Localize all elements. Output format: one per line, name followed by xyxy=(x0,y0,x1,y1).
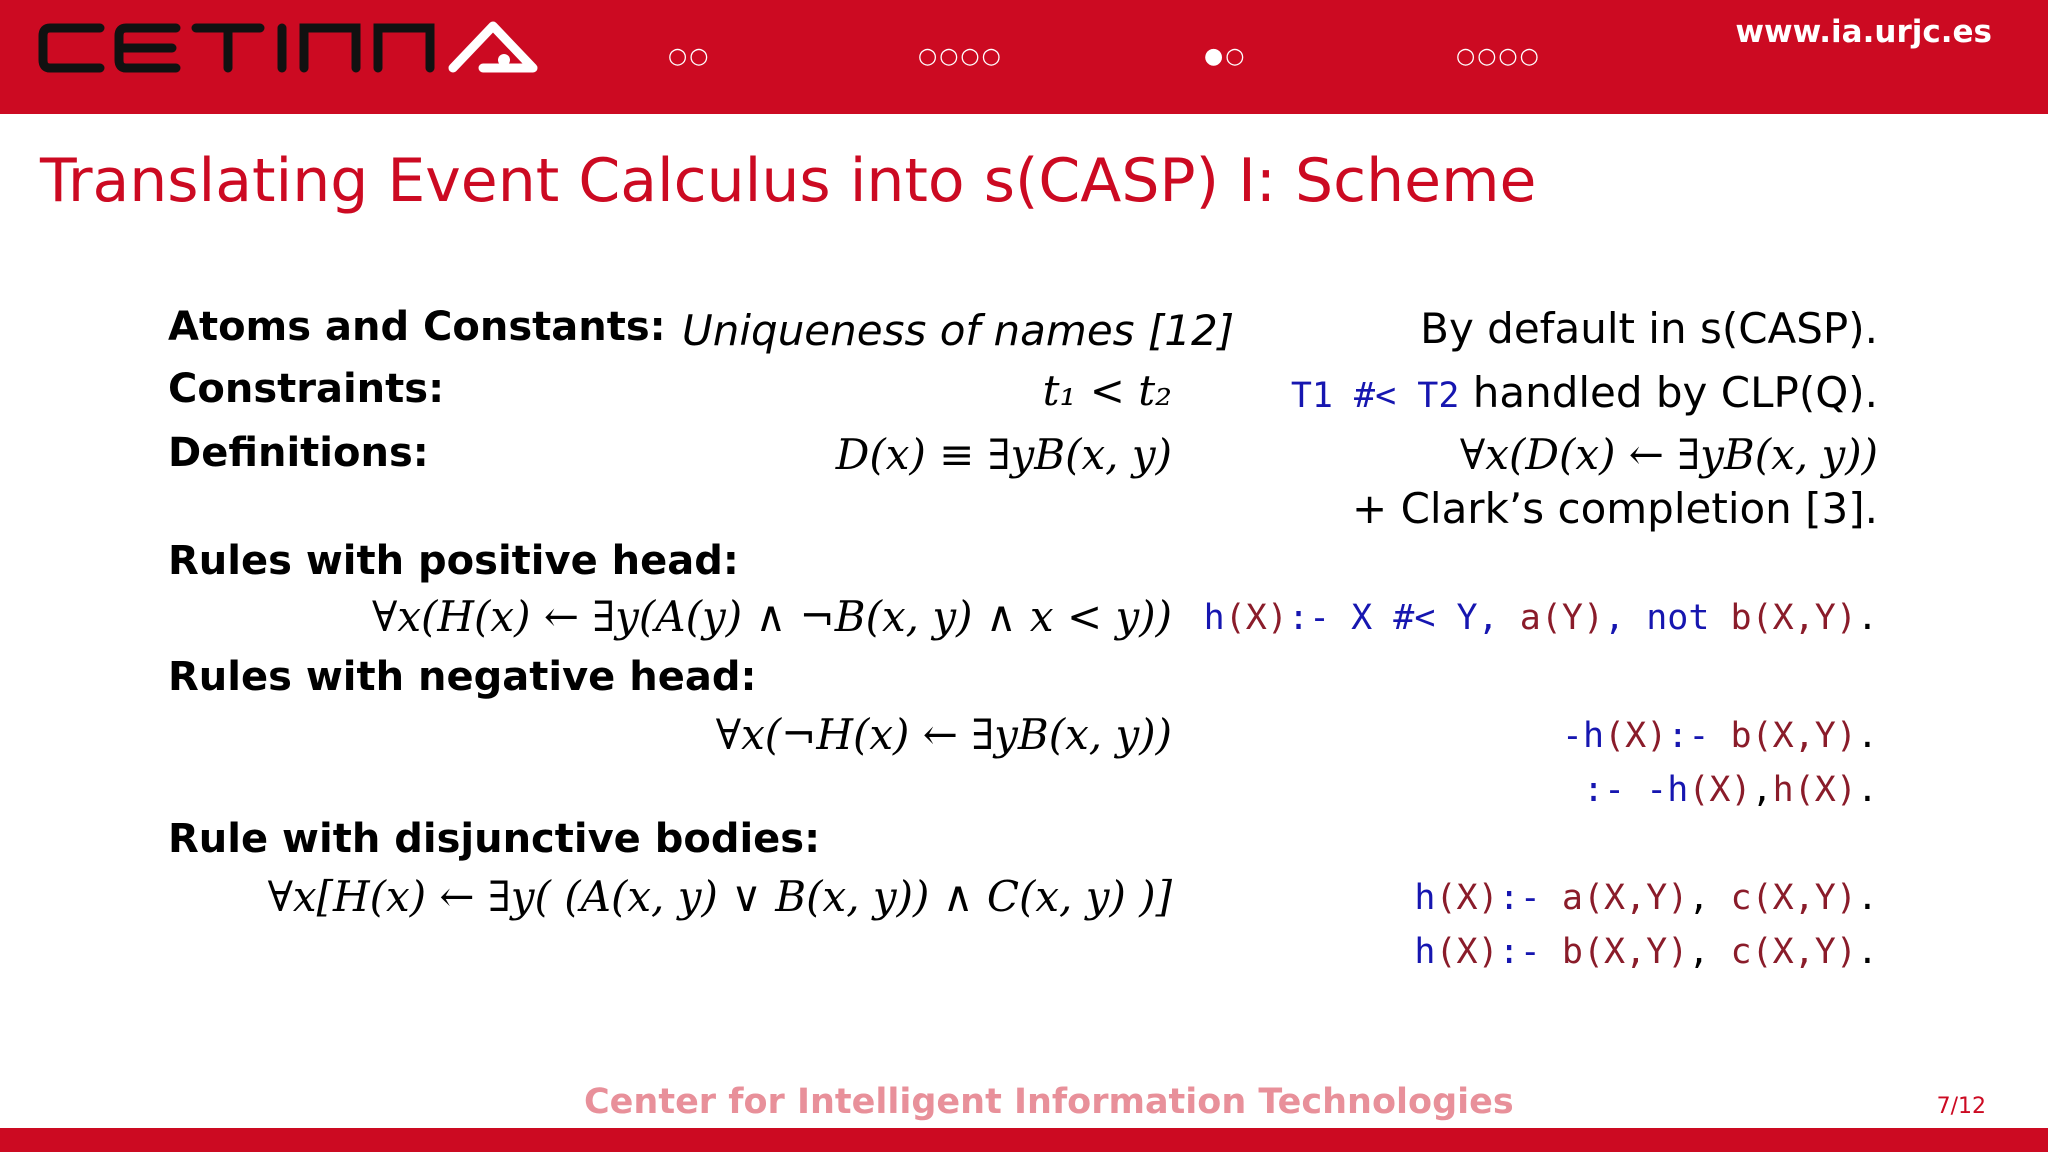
header-url: www.ia.urjc.es xyxy=(1735,14,1992,50)
positive-head-code: h(X):- X #< Y, a(Y), not b(X,Y). xyxy=(1203,598,1878,638)
negative-head-code-2: :- -h(X),h(X). xyxy=(1582,770,1878,810)
constraints-text: handled by CLP(Q). xyxy=(1459,368,1878,417)
definitions-math: D(x) ≡ ∃yB(x, y) xyxy=(835,430,1172,479)
negative-head-math: ∀x(¬H(x) ← ∃yB(x, y)) xyxy=(715,710,1172,759)
nav-section-4[interactable]: ○○○○ xyxy=(1456,44,1541,69)
page-number: 7/12 xyxy=(1936,1094,1986,1119)
atoms-math: Uniqueness of names [12] xyxy=(682,306,1235,355)
constraints-code: T1 #< T2 xyxy=(1290,376,1460,416)
disjunctive-math: ∀x[H(x) ← ∃y( (A(x, y) ∨ B(x, y)) ∧ C(x, y) )] xyxy=(267,872,1172,921)
nav-section-3[interactable]: ●○ xyxy=(1204,44,1247,69)
atoms-label: Atoms and Constants: xyxy=(168,304,666,350)
footer-bar xyxy=(0,1128,2048,1152)
definitions-completion: + Clark’s completion [3]. xyxy=(1352,484,1878,533)
header-bar xyxy=(0,0,2048,114)
constraints-label: Constraints: xyxy=(168,366,445,412)
positive-head-label: Rules with positive head: xyxy=(168,538,739,584)
nav-section-1[interactable]: ○○ xyxy=(668,44,711,69)
definitions-formula: ∀x(D(x) ← ∃yB(x, y)) xyxy=(1459,430,1878,479)
slide-title: Translating Event Calculus into s(CASP) I: Scheme xyxy=(40,146,1537,216)
negative-head-code-1: -h(X):- b(X,Y). xyxy=(1561,716,1878,756)
nav-section-2[interactable]: ○○○○ xyxy=(918,44,1003,69)
disjunctive-label: Rule with disjunctive bodies: xyxy=(168,816,821,862)
cetinia-logo xyxy=(38,18,548,78)
disjunctive-code-2: h(X):- b(X,Y), c(X,Y). xyxy=(1414,932,1878,972)
constraints-math: t₁ < t₂ xyxy=(1042,366,1172,415)
negative-head-label: Rules with negative head: xyxy=(168,654,757,700)
definitions-label: Definitions: xyxy=(168,430,429,476)
positive-head-math: ∀x(H(x) ← ∃y(A(y) ∧ ¬B(x, y) ∧ x < y)) xyxy=(371,592,1172,641)
constraints-note xyxy=(1291,368,1878,417)
footer-center-text: Center for Intelligent Information Technologies xyxy=(584,1082,1514,1122)
disjunctive-code-1: h(X):- a(X,Y), c(X,Y). xyxy=(1414,878,1878,918)
atoms-note: By default in s(CASP). xyxy=(1420,304,1878,353)
